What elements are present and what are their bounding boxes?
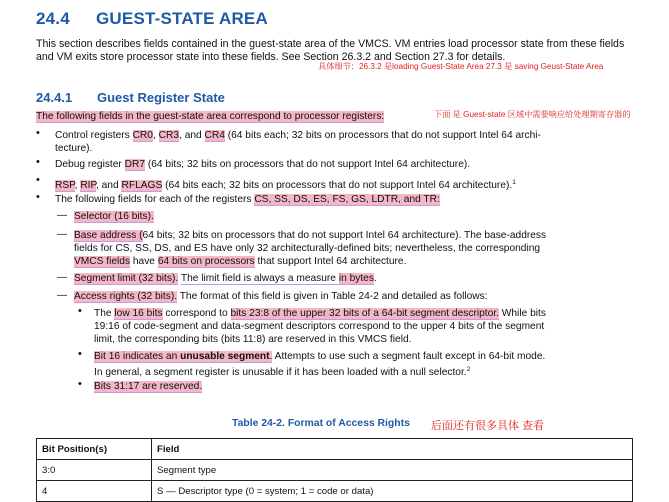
bullet-dot: •	[36, 174, 40, 186]
table-cell: 4	[37, 481, 152, 502]
text: , and	[179, 130, 205, 141]
text: .	[373, 273, 377, 284]
highlight: RSP	[55, 180, 75, 191]
table-cell: Segment type	[152, 460, 633, 481]
highlight: Bits 31:17 are reserved.	[94, 381, 203, 392]
highlight: Access rights (32 bits).	[74, 291, 178, 302]
highlight: bits 23:8 of the upper 32 bits of a 64-bit segment descriptor.	[230, 308, 499, 319]
intro-paragraph: This section describes fields contained in the guest-state area of the VMCS. VM entries load processor state from these fields and VM exits store processor state into these fields. See Section 26.3.2 and Section 27.3 for details.	[36, 38, 625, 63]
dash-marker: —	[57, 229, 67, 240]
text: (64 bits each; 32 bits on processors that do not support Intel 64 architecture).	[162, 180, 513, 191]
annotation-note-3: 后面还有很多具体 查看	[431, 420, 545, 432]
dash-item-selector	[74, 210, 154, 223]
bullet-dot: •	[36, 156, 40, 168]
column-header: Bit Position(s)	[37, 439, 152, 460]
text: In general, a segment register is unusable if it has been loaded with a null selector.	[94, 367, 467, 378]
text: tecture).	[55, 143, 93, 154]
footnote-ref: 1	[512, 179, 516, 186]
table-header-row	[37, 439, 633, 460]
underline: The limit field is always a measure	[180, 273, 339, 284]
annotation-note-1: 具体细节：26.3.2 是loading Guest-State Area 27.3 是 saving Geust-State Area	[318, 62, 604, 71]
list-item-debug-register	[55, 158, 470, 171]
text: that support Intel 64 architecture.	[254, 256, 407, 267]
text: Control registers	[55, 130, 133, 141]
text: (64 bits; 32 bits on processors that do not support Intel 64 architecture).	[145, 159, 471, 170]
highlight: low 16 bits	[114, 308, 163, 319]
section-heading	[36, 9, 268, 29]
highlight: CS, SS, DS, ES, FS, GS, LDTR, and TR:	[254, 194, 440, 205]
text: 64 bits; 32 bits on processors that do not support Intel 64 architecture). The base-address	[142, 230, 547, 241]
list-item-rsp-rip-rflags	[55, 176, 516, 192]
text: .	[269, 351, 273, 362]
list-item-control-registers	[55, 129, 541, 155]
sub-item-bit-16	[94, 350, 545, 379]
access-rights-table	[36, 438, 633, 502]
sub-item-bits-31-17	[94, 380, 202, 393]
table-row	[37, 481, 633, 502]
column-header: Field	[152, 439, 633, 460]
highlight: Selector (16 bits).	[74, 211, 154, 222]
highlight: CR3	[158, 130, 180, 141]
highlight: The following fields in the guest-state area correspond to processor registers:	[36, 111, 385, 122]
text: correspond to	[162, 308, 231, 319]
bullet-dot: •	[78, 378, 82, 390]
subsection-number: 24.4.1	[36, 90, 73, 105]
sub-item-low-16-bits	[94, 307, 546, 346]
highlight: CR0	[132, 130, 153, 141]
dash-marker: —	[57, 210, 67, 221]
highlight: VMCS fields	[74, 256, 131, 267]
bullet-dot: •	[78, 348, 82, 360]
text: Bit 16 indicates an	[94, 351, 181, 362]
text-bold: unusable segment	[180, 351, 270, 362]
footnote-ref: 2	[466, 366, 471, 373]
section-number: 24.4	[36, 9, 70, 28]
table-cell: S — Descriptor type (0 = system; 1 = code or data)	[152, 481, 633, 502]
text: ,	[74, 180, 81, 191]
text: The following fields for each of the registers	[55, 194, 255, 205]
highlight: DR7	[124, 159, 146, 170]
highlight: RIP	[80, 180, 96, 191]
lead-paragraph	[36, 110, 384, 123]
dash-item-base-address	[74, 229, 546, 268]
highlight: RFLAGS	[121, 180, 163, 191]
highlight: CR4	[204, 130, 225, 141]
table-row	[37, 460, 633, 481]
highlight: Segment limit (32 bits).	[74, 273, 179, 284]
text: limit, the corresponding bits (bits 11:8) are reserved in this VMCS field.	[94, 334, 412, 345]
text: fields for CS, SS, DS, and ES have only 32 architecturally-defined bits; nevertheless, the corresponding	[74, 243, 541, 254]
highlight: in bytes	[338, 273, 374, 284]
text: Attempts to use such a segment fault except in 64-bit mode.	[272, 351, 546, 362]
dash-marker: —	[57, 290, 67, 301]
text: The format of this field is given in Table 24-2 and detailed as follows:	[177, 291, 488, 302]
bullet-dot: •	[36, 127, 40, 139]
subsection-heading	[36, 90, 225, 105]
section-title: GUEST-STATE AREA	[96, 9, 268, 28]
highlight	[94, 351, 272, 363]
highlight: 64 bits on processors	[157, 256, 255, 267]
text: While bits	[498, 308, 546, 319]
text: Debug register	[55, 159, 125, 170]
text: have	[130, 256, 158, 267]
dash-item-access-rights	[74, 290, 488, 303]
text: 19:16 of code-segment and data-segment descriptors correspond to the upper 4 bits of the segment	[94, 321, 545, 332]
dash-item-segment-limit	[74, 272, 377, 285]
list-item-segment-registers	[55, 193, 440, 206]
text: (64 bits each; 32 bits on processors that do not support Intel 64 archi-	[224, 130, 541, 141]
text: The	[94, 308, 115, 319]
highlight: Base address (	[74, 230, 143, 241]
dash-marker: —	[57, 272, 67, 283]
text: ,	[152, 130, 159, 141]
bullet-dot: •	[36, 191, 40, 203]
bullet-dot: •	[78, 305, 82, 317]
subsection-title: Guest Register State	[97, 90, 225, 105]
table-caption: Table 24-2. Format of Access Rights	[232, 418, 410, 429]
table-cell: 3:0	[37, 460, 152, 481]
annotation-note-2: 下面 是 Guest-state 区域中需要响应给处理期寄存器的	[434, 110, 631, 119]
text: , and	[95, 180, 122, 191]
